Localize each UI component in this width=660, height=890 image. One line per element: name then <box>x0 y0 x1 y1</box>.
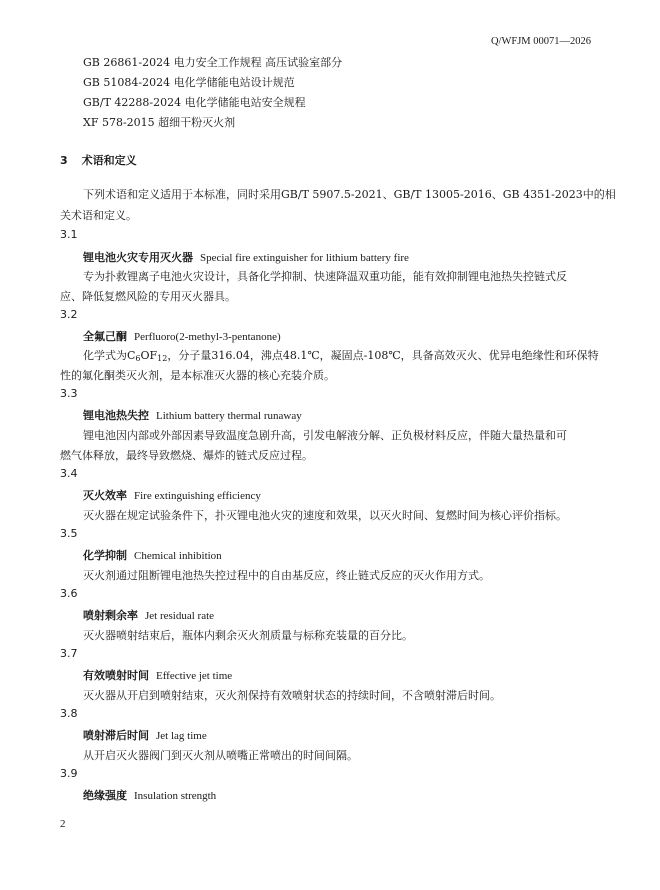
term-chinese-name: 喷射剩余率 <box>83 609 138 622</box>
reference-item: GB 26861-2024 电力安全工作规程 高压试验室部分 <box>83 56 343 69</box>
term-heading <box>83 407 302 423</box>
term-definition-line: 燃气体释放，最终导致燃烧、爆炸的链式反应过程。 <box>60 449 313 462</box>
term-definition-line <box>83 347 599 363</box>
section-title: 术语和定义 <box>81 154 137 167</box>
term-number: 3.2 <box>60 308 78 321</box>
term-chinese-name: 锂电池热失控 <box>83 409 149 422</box>
term-heading <box>83 727 207 743</box>
term-definition-line: 应、降低复燃风险的专用灭火器具。 <box>60 290 236 303</box>
term-chinese-name: 全氟己酮 <box>83 330 127 343</box>
term-definition-line: 灭火器从开启到喷射结束，灭火剂保持有效喷射状态的持续时间，不含喷射滞后时间。 <box>83 689 501 702</box>
term-heading <box>83 328 281 344</box>
term-heading <box>83 547 222 563</box>
term-definition-line: 锂电池因内部或外部因素导致温度急剧升高，引发电解液分解、正负极材料反应，伴随大量热量和可 <box>83 429 567 442</box>
term-definition-line: 从开启灭火器阀门到灭火剂从喷嘴正常喷出的时间间隔。 <box>83 749 358 762</box>
term-english-name: Fire extinguishing efficiency <box>134 490 261 502</box>
formula-suffix: ，分子量316.04，沸点48.1℃，凝固点-108℃，具备高效灭火、优异电绝缘性和环保特 <box>167 349 599 362</box>
term-chinese-name: 喷射滞后时间 <box>83 729 149 742</box>
term-heading <box>83 667 232 683</box>
page-number: 2 <box>60 818 66 830</box>
reference-item: XF 578-2015 超细干粉灭火剂 <box>83 116 236 129</box>
term-definition-line: 灭火器在规定试验条件下，扑灭锂电池火灾的速度和效果，以灭火时间、复燃时间为核心评价指标。 <box>83 509 567 522</box>
term-number: 3.7 <box>60 647 78 660</box>
term-definition-line: 灭火器喷射结束后，瓶体内剩余灭火剂质量与标称充装量的百分比。 <box>83 629 413 642</box>
term-english-name: Perfluoro(2-methyl-3-pentanone) <box>134 331 281 343</box>
term-chinese-name: 化学抑制 <box>83 549 127 562</box>
term-heading <box>83 607 214 623</box>
term-heading <box>83 487 261 503</box>
formula-subscript: 12 <box>157 354 168 363</box>
term-english-name: Insulation strength <box>134 790 217 802</box>
reference-item: GB 51084-2024 电化学储能电站设计规范 <box>83 76 295 89</box>
section-heading <box>60 152 137 168</box>
term-english-name: Special fire extinguisher for lithium battery fire <box>200 252 409 264</box>
term-chinese-name: 绝缘强度 <box>83 789 127 802</box>
document-code-header: Q/WFJM 00071—2026 <box>490 36 591 47</box>
term-number: 3.1 <box>60 228 78 241</box>
term-english-name: Chemical inhibition <box>134 550 222 562</box>
term-chinese-name: 锂电池火灾专用灭火器 <box>83 251 193 264</box>
term-english-name: Jet lag time <box>156 730 207 742</box>
term-number: 3.6 <box>60 587 78 600</box>
term-english-name: Effective jet time <box>156 670 233 682</box>
term-definition-line: 性的氟化酮类灭火剂，是本标准灭火器的核心充装介质。 <box>60 369 335 382</box>
term-definition-line: 灭火剂通过阻断锂电池热失控过程中的自由基反应，终止链式反应的灭火作用方式。 <box>83 569 490 582</box>
term-chinese-name: 灭火效率 <box>83 489 127 502</box>
intro-paragraph-line: 下列术语和定义适用于本标准，同时采用GB/T 5907.5-2021、GB/T 13005-2016、GB 4351-2023中的相 <box>83 188 616 201</box>
term-english-name: Jet residual rate <box>145 610 215 622</box>
term-english-name: Lithium battery thermal runaway <box>156 410 302 422</box>
reference-item: GB/T 42288-2024 电化学储能电站安全规程 <box>83 96 306 109</box>
term-number: 3.5 <box>60 527 78 540</box>
term-heading <box>83 787 216 803</box>
term-heading <box>83 249 409 265</box>
term-number: 3.3 <box>60 387 78 400</box>
term-chinese-name: 有效喷射时间 <box>83 669 149 682</box>
term-definition-line: 专为扑救锂离子电池火灾设计，具备化学抑制、快速降温双重功能，能有效抑制锂电池热失控链式反 <box>83 270 567 283</box>
term-number: 3.8 <box>60 707 78 720</box>
term-number: 3.9 <box>60 767 78 780</box>
formula-middle: OF <box>140 349 158 362</box>
intro-paragraph-line: 关术语和定义。 <box>60 209 137 222</box>
formula-prefix: 化学式为C <box>83 349 136 362</box>
formula-subscript: 6 <box>135 354 141 363</box>
section-number: 3 <box>60 154 68 167</box>
term-number: 3.4 <box>60 467 78 480</box>
